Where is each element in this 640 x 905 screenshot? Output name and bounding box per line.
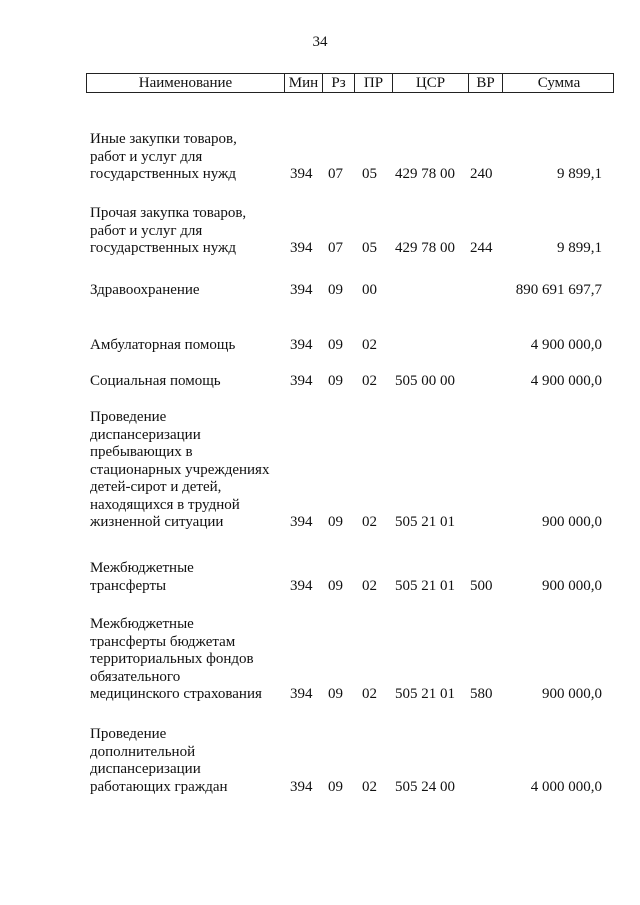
row-name [90,131,290,184]
cell-sum: 900 000,0 [542,577,602,594]
table-row [0,282,640,300]
cell-min: 394 [290,577,313,594]
table-row [0,131,640,184]
row-name-line: Прочая закупка товаров, [90,205,247,221]
row-name-line: государственных нужд [90,240,237,256]
row-name [90,337,290,355]
row-name-line: диспансеризации [90,761,201,777]
row-name [90,616,290,704]
cell-min: 394 [290,282,313,298]
cell-vr: 244 [470,240,493,256]
row-name-line: Социальная помощь [90,373,221,389]
row-name-line: государственных нужд [90,166,237,182]
row-name-line: трансферты бюджетам [90,633,236,650]
row-name [90,373,290,391]
row-name-line: медицинского страхования [90,686,262,702]
row-name [90,205,290,258]
cell-rz: 07 [328,166,343,182]
header-name: Наименование [138,75,233,91]
row-name-line: Проведение [90,409,167,425]
header-rz: Рз [322,74,354,92]
cell-min: 394 [290,778,313,795]
row-name-line: Иные закупки товаров, [90,131,237,147]
cell-csr: 505 21 01 [395,577,455,594]
row-name-line: Амбулаторная помощь [90,337,236,353]
cell-sum: 4 000 000,0 [530,778,602,795]
row-name-line: обязательного [90,668,181,685]
row-name-line: стационарных учреждениях [90,461,270,478]
cell-sum: 9 899,1 [557,240,602,256]
row-name-line: Проведение [90,726,167,742]
cell-pr: 00 [362,282,377,298]
cell-sum: 890 691 697,7 [515,282,602,298]
header-csr: ЦСР [392,74,468,92]
cell-pr: 02 [362,778,377,795]
cell-rz: 09 [328,778,343,795]
cell-rz: 09 [328,373,343,389]
cell-pr: 02 [362,337,377,353]
table-row [0,409,640,532]
cell-csr: 429 78 00 [395,166,455,182]
row-name-line: работ и услуг для [90,148,203,165]
cell-min: 394 [290,514,313,530]
cell-sum: 900 000,0 [542,686,602,702]
cell-csr: 429 78 00 [395,240,455,256]
cell-pr: 02 [362,373,377,389]
row-name [90,726,290,796]
row-name-line: трансферты [90,577,167,594]
page-number: 34 [312,34,328,50]
row-name-line: диспансеризации [90,426,201,443]
cell-csr: 505 21 01 [395,514,455,530]
cell-pr: 05 [362,240,377,256]
cell-min: 394 [290,166,313,182]
cell-vr: 500 [470,577,493,594]
row-name [90,560,290,595]
row-name [90,282,290,300]
cell-rz: 09 [328,514,343,530]
cell-vr: 240 [470,166,493,182]
cell-min: 394 [290,686,313,702]
row-name-line: детей-сирот и детей, [90,479,222,495]
cell-csr: 505 24 00 [395,778,455,795]
cell-rz: 09 [328,577,343,594]
table-row [0,560,640,595]
row-name-line: дополнительной [90,743,196,760]
row-name-line: Межбюджетные [90,616,194,632]
cell-sum: 900 000,0 [542,514,602,530]
row-name-line: работ и услуг для [90,222,203,239]
row-name-line: находящихся в трудной [90,496,240,513]
cell-min: 394 [290,337,313,353]
cell-rz: 09 [328,282,343,298]
table-row [0,616,640,704]
header-sum: Сумма [502,74,615,92]
table-row [0,373,640,391]
cell-pr: 02 [362,686,377,702]
cell-sum: 9 899,1 [557,166,602,182]
row-name-line: пребывающих в [90,444,193,460]
table-row [0,726,640,796]
header-min: Мин [284,74,322,92]
cell-min: 394 [290,240,313,256]
row-name-line: жизненной ситуации [90,514,224,530]
table-row [0,337,640,355]
cell-rz: 09 [328,337,343,353]
table-header [86,73,614,93]
cell-vr: 580 [470,686,493,702]
cell-pr: 02 [362,577,377,594]
row-name-line: Здравоохранение [90,282,200,298]
cell-pr: 02 [362,514,377,530]
cell-min: 394 [290,373,313,389]
cell-csr: 505 21 01 [395,686,455,702]
table-row [0,205,640,258]
row-name-line: Межбюджетные [90,560,194,576]
row-name-line: работающих граждан [90,778,228,795]
cell-sum: 4 900 000,0 [530,373,602,389]
cell-pr: 05 [362,166,377,182]
row-name-line: территориальных фондов [90,651,254,667]
row-name [90,409,290,532]
header-pr: ПР [354,74,392,92]
cell-rz: 07 [328,240,343,256]
header-vr: ВР [468,74,502,92]
cell-sum: 4 900 000,0 [530,337,602,353]
cell-csr: 505 00 00 [395,373,455,389]
cell-rz: 09 [328,686,343,702]
